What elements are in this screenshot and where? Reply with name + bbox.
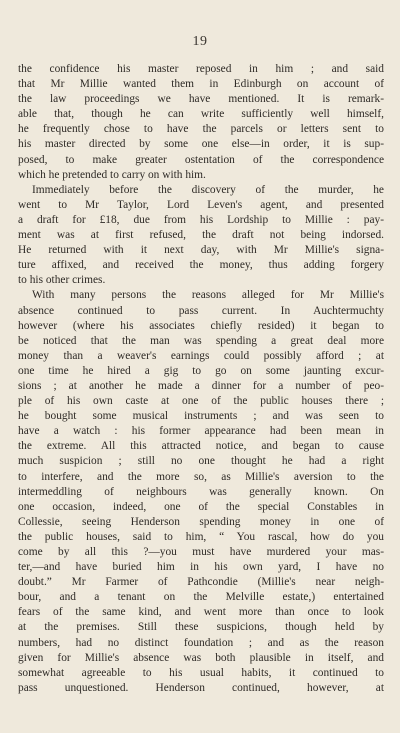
text-line: he frequently chose to have the parcels or letters sent to — [18, 123, 384, 136]
text-line: the extreme. All this attracted notice, and began to cause — [18, 440, 384, 453]
text-line: numbers, had no distinct foundation ; and as the reason — [18, 636, 384, 649]
text-line: one occasion, indeed, one of the special Constables in — [18, 500, 384, 513]
text-line: be noticed that the man was spending a great deal more — [18, 334, 384, 347]
text-line: With many persons the reasons alleged for Mr Millie's — [32, 289, 384, 302]
text-line: however (where his associates chiefly resided) it began to — [18, 319, 384, 332]
text-line: at the premises. Still these suspicions, though held by — [18, 621, 384, 634]
text-line: fears of the same kind, and went more than once to look — [18, 606, 384, 619]
text-line: have a watch : his former appearance had been mean in — [18, 425, 384, 438]
text-line: given for Millie's absence was both plausible in itself, and — [18, 651, 384, 664]
text-line: the law proceedings we have mentioned. It is remark- — [18, 93, 384, 106]
text-line: which he pretended to carry on with him. — [18, 168, 206, 181]
text-line: able that, though he can write sufficiently well himself, — [18, 108, 384, 121]
text-line: much suspicion ; still no one thought he had a right — [18, 455, 384, 468]
text-line: to interfere, and the more so, as Millie's aversion to the — [18, 470, 384, 483]
text-line: come by all this ?—you must have murdered your mas- — [18, 546, 384, 558]
text-line: sions ; at another he made a dinner for a number of peo- — [18, 379, 384, 392]
text-line: his master directed by some one else—in order, it is sup- — [18, 138, 384, 151]
text-line: went to Mr Taylor, Lord Leven's agent, and presented — [18, 198, 384, 211]
text-line: ment was at first refused, the draft not being indorsed. — [18, 229, 384, 242]
text-line: Immediately before the discovery of the murder, he — [32, 183, 384, 196]
text-line: a draft for £18, due from his Lordship to Millie : pay- — [18, 213, 384, 226]
page-number: 19 — [192, 34, 208, 49]
text-line: doubt.” Mr Farmer of Pathcondie (Millie's near neigh- — [18, 576, 384, 589]
text-line: intermeddling of neighbours was generally known. On — [18, 485, 384, 498]
text-line: to his other crimes. — [18, 274, 106, 287]
text-line: money than a weaver's earnings could possibly afford ; at — [18, 349, 384, 362]
text-line: the public houses, said to him, “ You rascal, how do you — [18, 530, 384, 543]
text-line: bour, and a tenant on the Melville estate,) entertained — [18, 591, 384, 604]
text-line: Collessie, seeing Henderson spending money in one of — [18, 515, 384, 528]
text-line: He returned with it next day, with Mr Millie's signa- — [18, 244, 384, 257]
text-line: ple of his own caste at one of the public houses there ; — [18, 395, 384, 408]
text-line: absence continued to pass current. In Auchtermuchty — [18, 304, 384, 317]
text-line: the confidence his master reposed in him ; and said — [18, 63, 384, 75]
text-line: pass unquestioned. Henderson continued, however, at — [18, 681, 384, 694]
text-line: ter,—and have buried him in his own yard, I have no — [18, 561, 384, 574]
text-line: that Mr Millie wanted them in Edinburgh on account of — [18, 78, 384, 91]
text-line: he bought some musical instruments ; and was seen to — [18, 410, 384, 423]
text-line: one time he hired a gig to go on some jaunting excur- — [18, 364, 384, 377]
text-line: ture affixed, and received the money, thus adding forgery — [18, 259, 384, 272]
text-line: somewhat agreeable to his usual habits, it continued to — [18, 666, 384, 679]
body-text — [18, 62, 384, 696]
text-line: posed, to make greater ostentation of the correspondence — [18, 153, 384, 166]
